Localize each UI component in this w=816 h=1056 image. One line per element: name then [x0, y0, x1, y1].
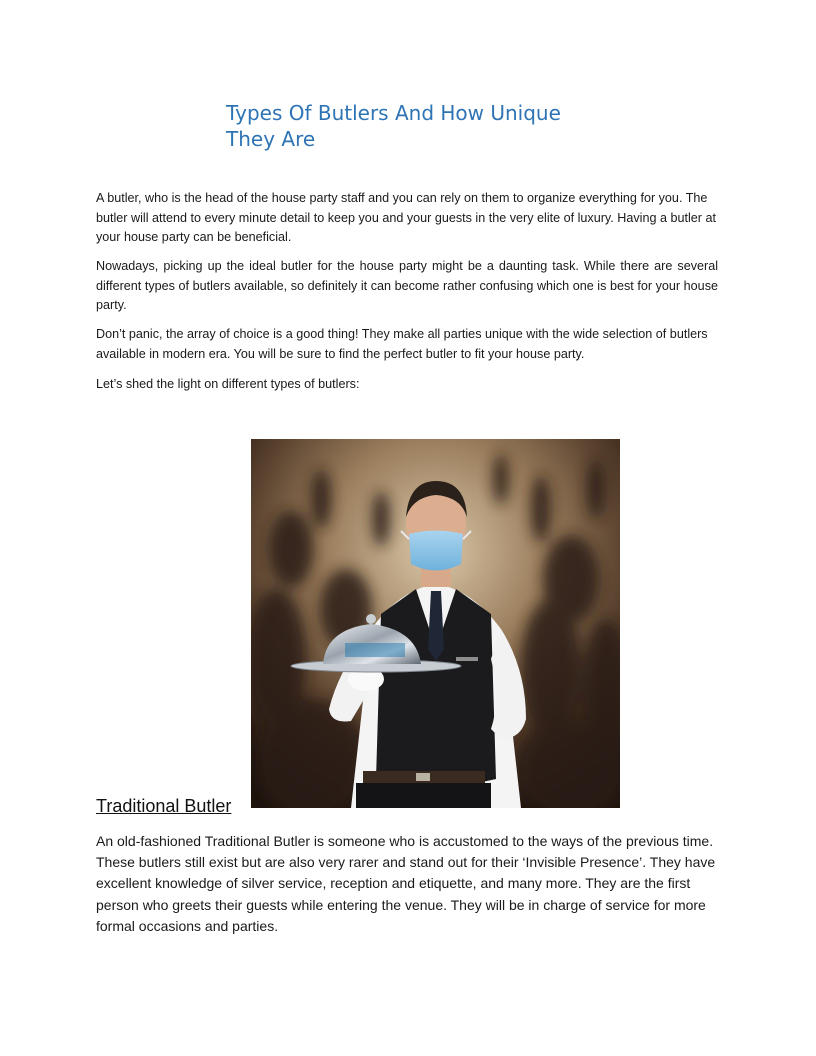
- choice-paragraph: Nowadays, picking up the ideal butler for the house party might be a daunting task. While there are several different types of butlers available, so definitely it can become rather confusing which one is best for your house party.: [96, 259, 718, 312]
- butler-photo: [251, 439, 620, 808]
- traditional-butler-paragraph: An old-fashioned Traditional Butler is someone who is accustomed to the ways of the previous time. These butlers still exist but are also very rarer and stand out for their ‘Invisible Presence’. They have excellent knowledge of silver service, reception and etiquette, and many more. They are the first person who greets their guests while entering the venue. They will be in charge of service for more formal occasions and parties.: [96, 833, 716, 934]
- reassurance-paragraph: Don’t panic, the array of choice is a good thing! They make all parties unique with the wide selection of butlers available in modern era. You will be sure to find the perfect butler to fit your house party.: [96, 327, 708, 361]
- page-title-line-1: Types Of Butlers And How Unique: [226, 101, 561, 125]
- intro-paragraph: A butler, who is the head of the house party staff and you can rely on them to organize everything for you. The butler will attend to every minute detail to keep you and your guests in the very elite of luxury. Having a butler at your house party can be beneficial.: [96, 191, 716, 244]
- page-title: [226, 100, 646, 152]
- types-lead-in-paragraph: Let’s shed the light on different types of butlers:: [96, 377, 360, 391]
- section-heading-traditional-butler: Traditional Butler: [96, 796, 232, 816]
- page-title-line-2: They Are: [226, 127, 316, 151]
